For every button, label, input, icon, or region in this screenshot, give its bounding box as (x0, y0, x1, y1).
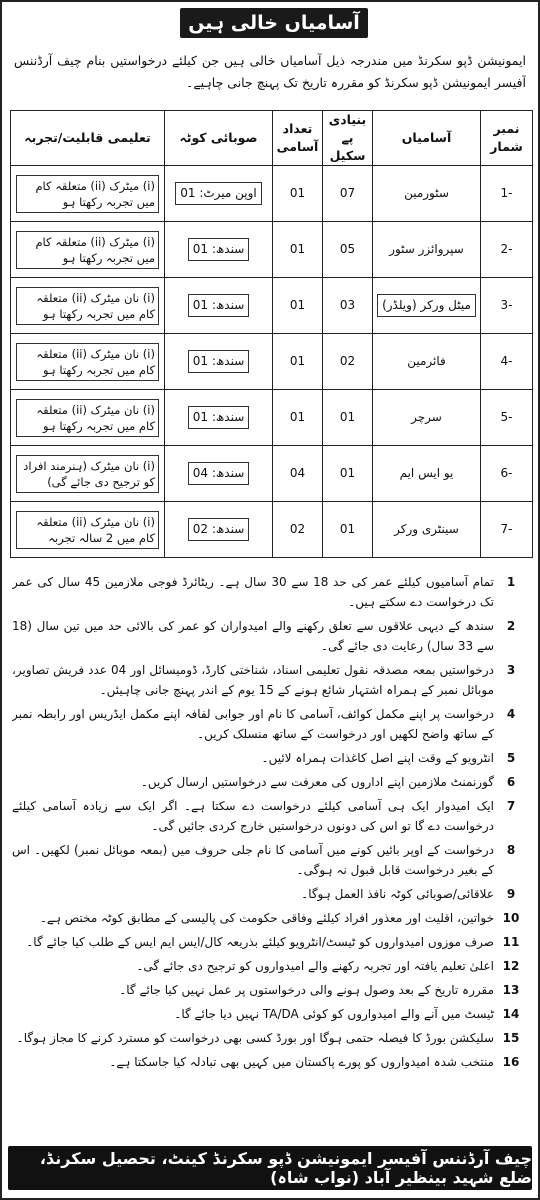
vacancies-table (10, 110, 533, 558)
cell-serial: 3- (481, 278, 533, 334)
cell-serial: 4- (481, 334, 533, 390)
footer-banner (8, 1146, 532, 1190)
quota-value: سندھ: 04 (188, 462, 250, 485)
terms-list (12, 572, 528, 1140)
cell-serial: 6- (481, 446, 533, 502)
cell-qualification (11, 502, 165, 558)
quota-value: سندھ: 01 (188, 350, 250, 373)
note-text: انٹرویو کے وقت اپنے اصل کاغذات ہمراہ لائیں۔ (261, 751, 494, 765)
cell-post: سینٹری ورکر (373, 502, 481, 558)
cell-count: 04 (273, 446, 323, 502)
cell-quota (165, 222, 273, 278)
quota-value: اوپن میرٹ: 01 (175, 182, 262, 205)
list-item (12, 932, 528, 952)
list-item (12, 1052, 528, 1072)
note-text: درخواست پر اپنے مکمل کوائف، آسامی کا نام اور جوابی لفافہ اپنے مکمل ایڈریس اور رابطہ نمبر کے ساتھ واضح لکھیں اور درخواست کے ساتھ منسلک کریں۔ (12, 707, 494, 741)
note-number: 11 (502, 935, 520, 949)
cell-quota (165, 502, 273, 558)
qualification-value: (i) نان میٹرک (ii) متعلقہ کام میں تجربہ رکھتا ہو (16, 287, 159, 325)
cell-count: 01 (273, 390, 323, 446)
cell-post: سرچر (373, 390, 481, 446)
cell-post: سپروائزر سٹور (373, 222, 481, 278)
list-item (12, 956, 528, 976)
note-number: 2 (506, 619, 516, 633)
note-text: درخواست کے اوپر بائیں کونے میں آسامی کا نام جلی حروف میں (بمعہ موبائل نمبر) لکھیں۔ اس کے بغیر درخواست قابل قبول نہ ہوگی۔ (12, 843, 494, 877)
quota-value: سندھ: 02 (188, 518, 250, 541)
note-text: سندھ کے دیہی علاقوں سے تعلق رکھنے والے امیدواران کو عمر کی بالائی حد میں تین سال (18 سے 33 سال) رعایت دی جائے گی۔ (12, 619, 494, 653)
qualification-value: (i) نان میٹرک (ii) متعلقہ کام میں تجربہ رکھتا ہو (16, 343, 159, 381)
note-number: 8 (506, 843, 516, 857)
qualification-value: (i) میٹرک (ii) متعلقہ کام میں تجربہ رکھتا ہو (16, 231, 159, 269)
note-number: 5 (506, 751, 516, 765)
list-item (12, 796, 528, 836)
note-number: 16 (502, 1055, 520, 1069)
cell-serial: 5- (481, 390, 533, 446)
cell-count: 01 (273, 334, 323, 390)
note-text: گورنمنٹ ملازمین اپنے اداروں کی معرفت سے درخواستیں ارسال کریں۔ (140, 775, 494, 789)
list-item (12, 1004, 528, 1024)
qualification-value: (i) میٹرک (ii) متعلقہ کام میں تجربہ رکھتا ہو (16, 175, 159, 213)
cell-scale: 07 (323, 166, 373, 222)
list-item (12, 884, 528, 904)
note-number: 13 (502, 983, 520, 997)
quota-value: سندھ: 01 (188, 294, 250, 317)
qualification-value: (i) نان میٹرک (ii) متعلقہ کام میں 2 سالہ تجربہ (16, 511, 159, 549)
qualification-value: (i) نان میٹرک (ii) متعلقہ کام میں تجربہ رکھتا ہو (16, 399, 159, 437)
list-item (12, 704, 528, 744)
list-item (12, 572, 528, 612)
note-text: سلیکشن بورڈ کا فیصلہ حتمی ہوگا اور بورڈ کسی بھی درخواست کو مسترد کرنے کا مجاز ہوگا۔ (16, 1031, 494, 1045)
note-number: 10 (502, 911, 520, 925)
list-item (12, 772, 528, 792)
note-number: 12 (502, 959, 520, 973)
cell-scale: 03 (323, 278, 373, 334)
list-item (12, 908, 528, 928)
note-text: خواتین، اقلیت اور معذور افراد کیلئے وفاقی حکومت کی پالیسی کے مطابق کوٹہ مختص ہے۔ (39, 911, 494, 925)
note-number: 3 (506, 663, 516, 677)
header-post: آسامیاں (373, 111, 481, 166)
table-header-row (11, 111, 533, 166)
note-number: 4 (506, 707, 516, 721)
cell-count: 01 (273, 278, 323, 334)
intro-text: ایمونیشن ڈپو سکرنڈ میں مندرجہ ذیل آسامیاں خالی ہیں جن کیلئے درخواستیں بنام چیف آرڈننس آفیسر ایمونیشن ڈپو سکرنڈ کو مقررہ تاریخ تک پہنچ جانی چاہیے۔ (14, 53, 526, 90)
table-row (11, 446, 533, 502)
header-qualification: تعلیمی قابلیت/تجربہ (11, 111, 165, 166)
note-text: ٹیسٹ میں آنے والے امیدواروں کو کوئی TA/DA نہیں دیا جائے گا۔ (174, 1007, 494, 1021)
cell-post: سٹورمین (373, 166, 481, 222)
cell-quota (165, 390, 273, 446)
note-number: 9 (506, 887, 516, 901)
quota-value: سندھ: 01 (188, 238, 250, 261)
note-text: اعلیٰ تعلیم یافتہ اور تجربہ رکھنے والے امیدواروں کو ترجیح دی جائے گی۔ (136, 959, 494, 973)
cell-quota (165, 166, 273, 222)
cell-count: 01 (273, 222, 323, 278)
cell-post (373, 278, 481, 334)
table-row (11, 334, 533, 390)
cell-qualification (11, 390, 165, 446)
list-item (12, 748, 528, 768)
cell-qualification (11, 446, 165, 502)
header-serial: نمبر شمار (481, 111, 533, 166)
header-scale: بنیادی پے سکیل (323, 111, 373, 166)
cell-qualification (11, 278, 165, 334)
cell-qualification (11, 166, 165, 222)
post-value: میٹل ورکر (ویلڈر) (377, 294, 476, 317)
note-text: درخواستیں بمعہ مصدقہ نقول تعلیمی اسناد، شناختی کارڈ، ڈومیسائل اور 04 عدد فریش تصاویر، موبائل نمبر کے ہمراہ اشتہار شائع ہونے کے 15 یوم کے اندر پہنچ جانی چاہیئں۔ (12, 663, 494, 697)
title-banner (180, 8, 368, 38)
note-number: 1 (506, 575, 516, 589)
qualification-value: (i) نان میٹرک (ہنرمند افراد کو ترجیح دی جائے گی) (16, 455, 159, 493)
page-title: آسامیاں خالی ہیں (188, 12, 360, 34)
note-text: ایک امیدوار ایک ہی آسامی کیلئے درخواست دے سکتا ہے۔ اگر ایک سے زیادہ آسامی کیلئے درخواست دے گا تو اس کی دونوں درخواستیں خارج کردی جائیں گی۔ (12, 799, 494, 833)
list-item (12, 980, 528, 1000)
note-text: مقررہ تاریخ کے بعد وصول ہونے والی درخواستوں پر عمل نہیں کیا جائے گا۔ (119, 983, 494, 997)
note-number: 7 (506, 799, 516, 813)
table-row (11, 278, 533, 334)
cell-count: 01 (273, 166, 323, 222)
header-quota: صوبائی کوٹہ (165, 111, 273, 166)
list-item (12, 840, 528, 880)
cell-scale: 05 (323, 222, 373, 278)
cell-quota (165, 446, 273, 502)
table-row (11, 502, 533, 558)
cell-scale: 02 (323, 334, 373, 390)
cell-post: یو ایس ایم (373, 446, 481, 502)
list-item (12, 1028, 528, 1048)
cell-scale: 01 (323, 446, 373, 502)
note-text: تمام آسامیوں کیلئے عمر کی حد 18 سے 30 سال ہے۔ ریٹائرڈ فوجی ملازمین 45 سال کی عمر تک درخواست دے سکتے ہیں۔ (12, 575, 494, 609)
cell-serial: 1- (481, 166, 533, 222)
cell-serial: 7- (481, 502, 533, 558)
note-text: منتخب شدہ امیدواروں کو پورے پاکستان میں کہیں بھی تبادلہ کیا جاسکتا ہے۔ (109, 1055, 494, 1069)
note-number: 14 (502, 1007, 520, 1021)
cell-qualification (11, 222, 165, 278)
note-number: 6 (506, 775, 516, 789)
list-item (12, 616, 528, 656)
cell-qualification (11, 334, 165, 390)
cell-post: فائرمین (373, 334, 481, 390)
cell-serial: 2- (481, 222, 533, 278)
list-item (12, 660, 528, 700)
table-row (11, 166, 533, 222)
note-number: 15 (502, 1031, 520, 1045)
header-count: تعداد آسامی (273, 111, 323, 166)
footer-address: چیف آرڈننس آفیسر ایمونیشن ڈپو سکرنڈ کینٹ، تحصیل سکرنڈ، ضلع شہید بینظیر آباد (نواب شاہ) (39, 1149, 532, 1187)
note-text: علاقائی/صوبائی کوٹہ نافذ العمل ہوگا۔ (301, 887, 494, 901)
table-row (11, 390, 533, 446)
quota-value: سندھ: 01 (188, 406, 250, 429)
cell-count: 02 (273, 502, 323, 558)
cell-quota (165, 278, 273, 334)
cell-scale: 01 (323, 390, 373, 446)
cell-quota (165, 334, 273, 390)
cell-scale: 01 (323, 502, 373, 558)
table-row (11, 222, 533, 278)
note-text: صرف موزوں امیدواروں کو ٹیسٹ/انٹرویو کیلئے بذریعہ کال/ایس ایم ایس کے طلب کیا جائے گا۔ (26, 935, 494, 949)
